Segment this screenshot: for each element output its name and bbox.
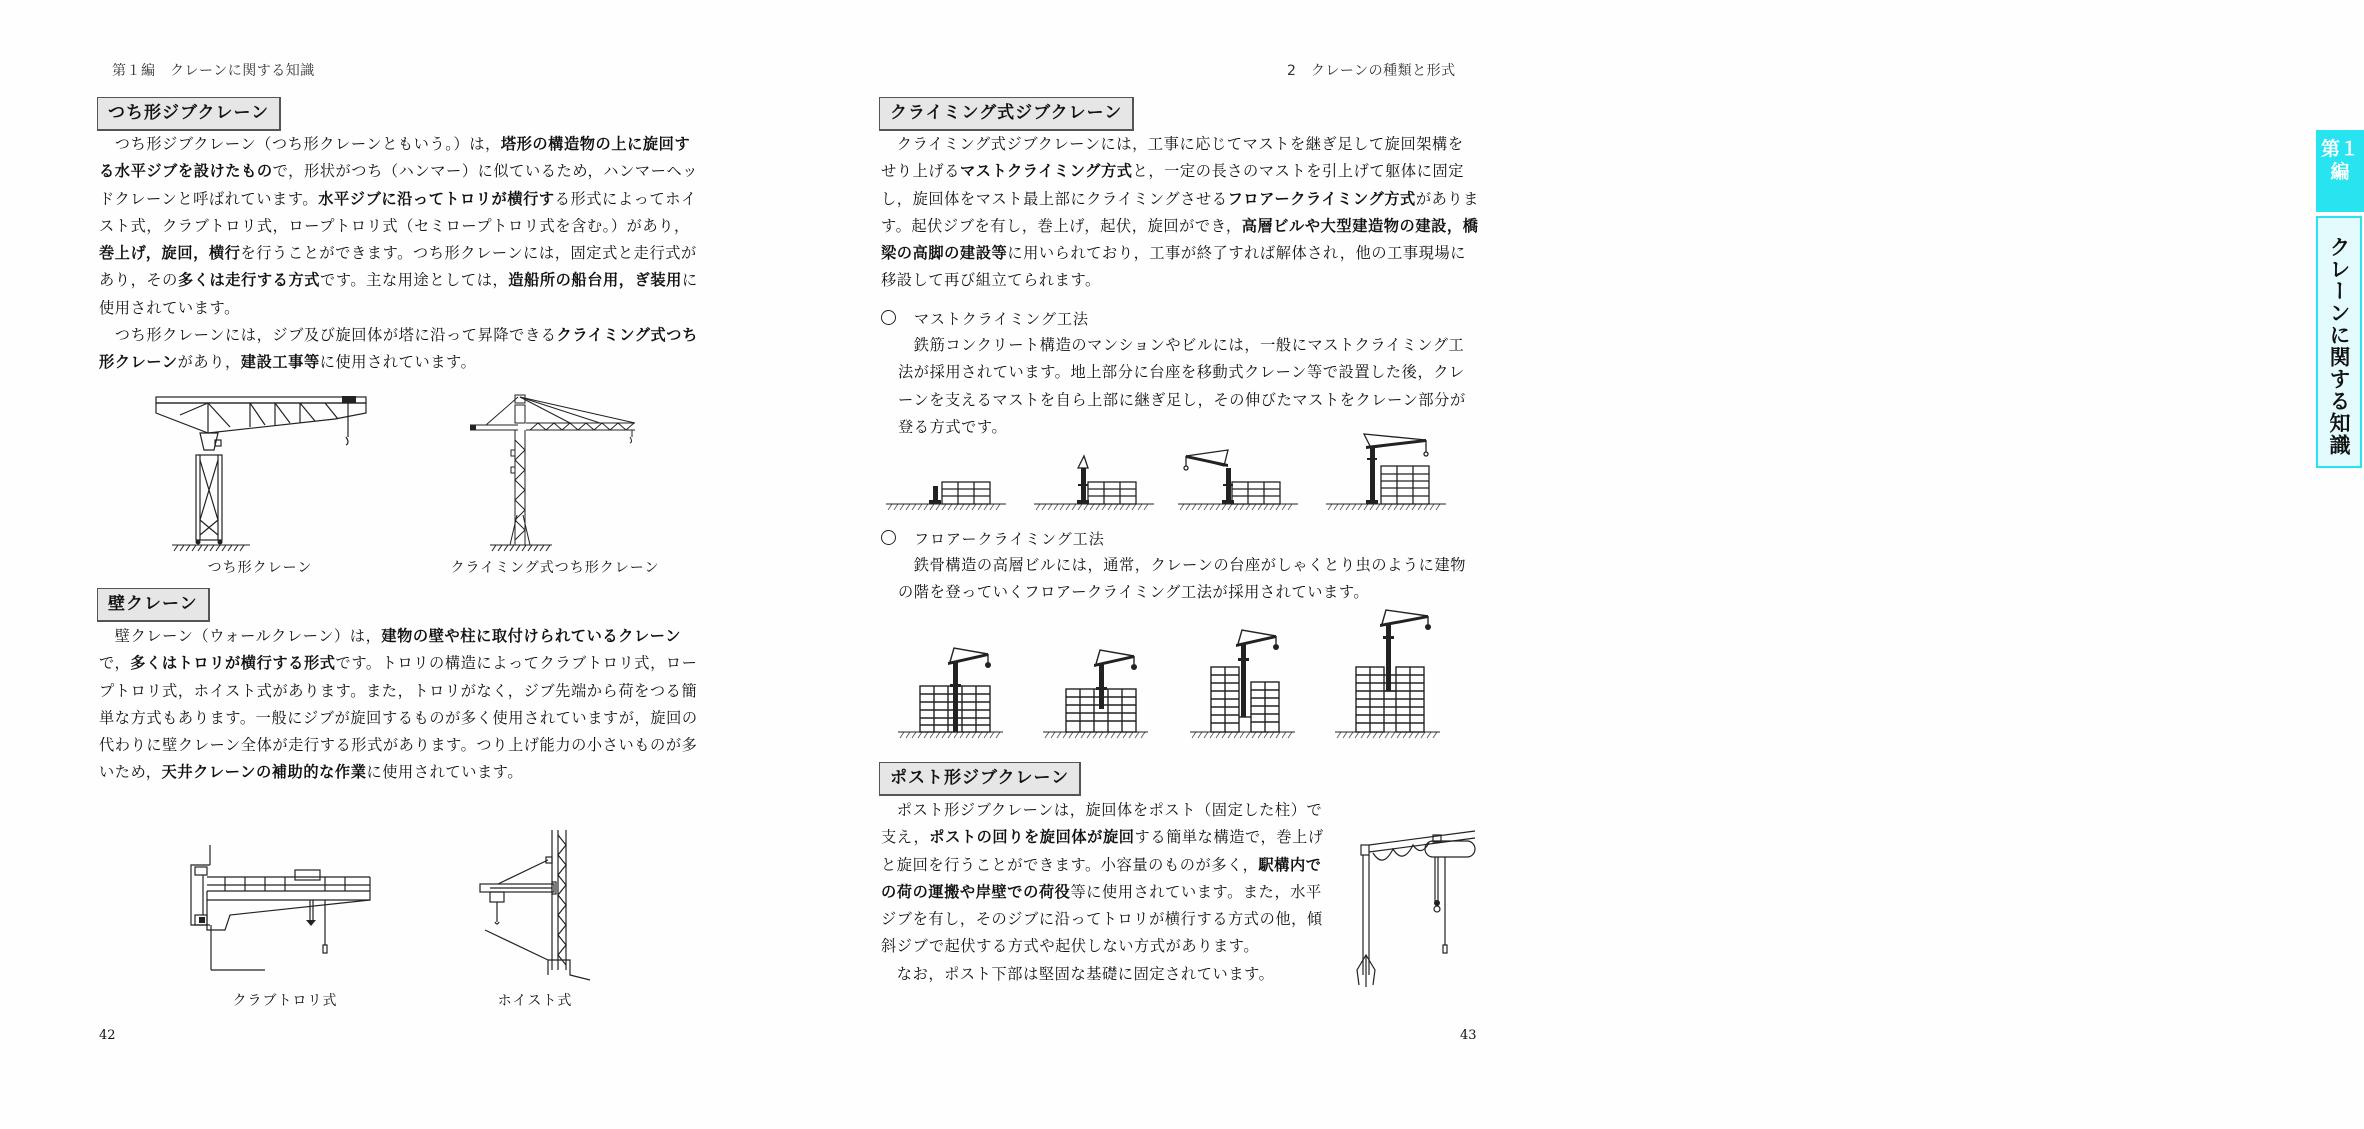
emphasis-text: 多くは走行する方式 [177,271,321,290]
text-run: 固定式と走行式 [570,244,682,263]
text-run: を行うことができます。つち形クレーンには， [240,244,571,263]
section-heading-hammerhead: つち形ジブクレーン [97,97,281,131]
page-number: 42 [99,1028,116,1043]
figure-caption: ホイスト式 [497,993,573,1009]
hammerhead-crane-figure [150,395,380,555]
post-jib-crane-figure [1345,825,1480,990]
text-run: に使用されています。 [99,271,698,317]
emphasis-text: クライミング式つち形クレーン [99,326,698,372]
circle-bullet-icon [881,310,896,325]
emphasis-text: 駅構内での荷の運搬や岸壁での荷役 [881,855,1322,901]
emphasis-text: ポストの回りを旋回体が旋回 [929,828,1135,847]
text-run: があります。起伏ジブを有し，巻上げ，起伏，旋回ができ， [881,189,1479,235]
page-number: 43 [1460,1028,1477,1043]
emphasis-text: 水平ジブに沿ってトロリが横行す [318,189,555,208]
side-tab-part: 第１編 [2316,130,2364,212]
paragraph: 鉄筋コンクリート構造のマンションやビルには，一般にマストクライミング工法が採用されています。地上部分に台座を移動式クレーン等で設置した後，クレーンを支えるマストを自ら上部に継ぎ足し，その伸びたマストをクレーン部分が登る方式です。 [898,336,1466,436]
text-run: で， [99,654,131,673]
text-run: ポスト形ジブクレーンは，旋回体をポスト（固定した柱）で支え， [881,801,1323,847]
text-run: 等に使用されています。また，水平ジブを有し，そのジブに沿ってトロリが横行する方式の他，傾斜ジブで起伏する方式や起伏しない方式があります。 [881,882,1323,956]
text-run: 壁クレーン（ウォールクレーン）は， [99,627,382,645]
paragraph [881,961,1341,988]
text-run: つち形ジブクレーン（つち形クレーンともいう。）は， [99,135,501,153]
text-run: です。主な用途としては， [320,271,509,290]
text-run: に使用されています。 [366,763,524,782]
text-run: に使用されています。 [319,353,477,372]
right-page [800,0,2359,1129]
text-run: で，形状がつち（ハンマー）に似ているため，ハンマーヘッドクレーンと呼ばれています。 [99,162,699,208]
emphasis-text: 造船所の船台用，ぎ装用 [508,271,682,290]
text-run: る形式によってホイスト式，クラブトロリ式，ロープトロリ式（セミロープトロリ式を含む。）があり， [99,189,697,235]
emphasis-text: 建設工事等 [240,353,320,372]
emphasis-text: 塔形の構造物の上に旋回する水平ジブを設けたもの [99,135,691,181]
subsection-floor-climbing [881,528,1105,549]
figure-caption: クライミング式つち形クレーン [450,560,660,576]
floor-climbing-sequence-figure [898,612,1478,742]
emphasis-text: 多くはトロリが横行する形式 [130,654,336,673]
climbing-hammerhead-crane-figure [470,395,650,555]
paragraph [99,131,701,322]
paragraph [881,131,1479,295]
text-run: する簡単な構造で，巻上げと旋回を行うことができます。小容量のものが多く， [881,828,1324,874]
paragraph: 鉄骨構造の高層ビルには，通常，クレーンの台座がしゃくとり虫のように建物の階を登っていくフロアークライミング工法が採用されています。 [898,556,1467,602]
emphasis-text: 天井クレーンの補助的な作業 [161,763,367,782]
text-run: があり，その [99,244,697,290]
figure-caption: つち形クレーン [207,560,313,576]
left-page [0,0,790,1129]
running-head-left: 第１編 クレーンに関する知識 [112,63,315,79]
emphasis-text: 高層ビルや大型建造物の建設，橋梁の高脚の建設等 [881,216,1479,263]
emphasis-text: フロアークライミング方式 [1227,189,1416,208]
text-run: つち形クレーンには，ジブ及び旋回体が塔に沿って昇降できる [99,326,557,344]
figure-caption: クラブトロリ式 [232,993,338,1009]
mast-climbing-sequence-figure [886,428,1480,513]
emphasis-text: 巻上げ，旋回，横行 [99,244,241,263]
side-tab-title: クレーンに関する知識 [2316,216,2362,468]
emphasis-text: 建物の壁や柱に取付けられているクレーン [381,627,682,645]
text-run: クライミング式ジブクレーンには，工事に応じてマストを継ぎ足して旋回架構をせり上げる [881,135,1464,181]
hoist-wall-crane-figure [470,830,600,985]
emphasis-text: マストクライミング方式 [959,162,1133,181]
section-heading-post-jib: ポスト形ジブクレーン [879,762,1081,796]
running-head-right: 2 クレーンの種類と形式 [1287,63,1456,79]
paragraph [99,322,701,377]
subsection-mast-climbing [881,308,1089,329]
text-run: があり， [177,353,241,372]
crab-trolley-wall-crane-figure [185,845,385,975]
circle-bullet-icon [881,530,896,545]
text-run: に用いられており，工事が終了すれば解体され，他の工事現場に移設して再び組立てられます。 [881,244,1467,290]
section-heading-wall-crane: 壁クレーン [97,588,210,622]
text-run: なお，ポスト下部は堅固な基礎に固定されています。 [881,965,1275,983]
text-run: です。トロリの構造によってクラブトロリ式，ロープトロリ式，ホイスト式があります。また，トロリがなく，ジブ先端から荷をつる簡単な方式もあります。一般にジブが旋回するものが多く使用されていますが，旋回の代わりに壁クレーン全体が走行する形式があります。つり上げ能力の小さいものが多いため， [99,654,698,782]
subsection-title: マストクライミング工法 [914,310,1089,328]
section-heading-climbing-jib: クライミング式ジブクレーン [879,97,1134,131]
subsection-title: フロアークライミング工法 [914,530,1105,548]
text-run: と，一定の長さのマストを引上げて躯体に固定し，旋回体をマスト最上部にクライミングさせる [881,162,1465,208]
paragraph [99,623,701,787]
